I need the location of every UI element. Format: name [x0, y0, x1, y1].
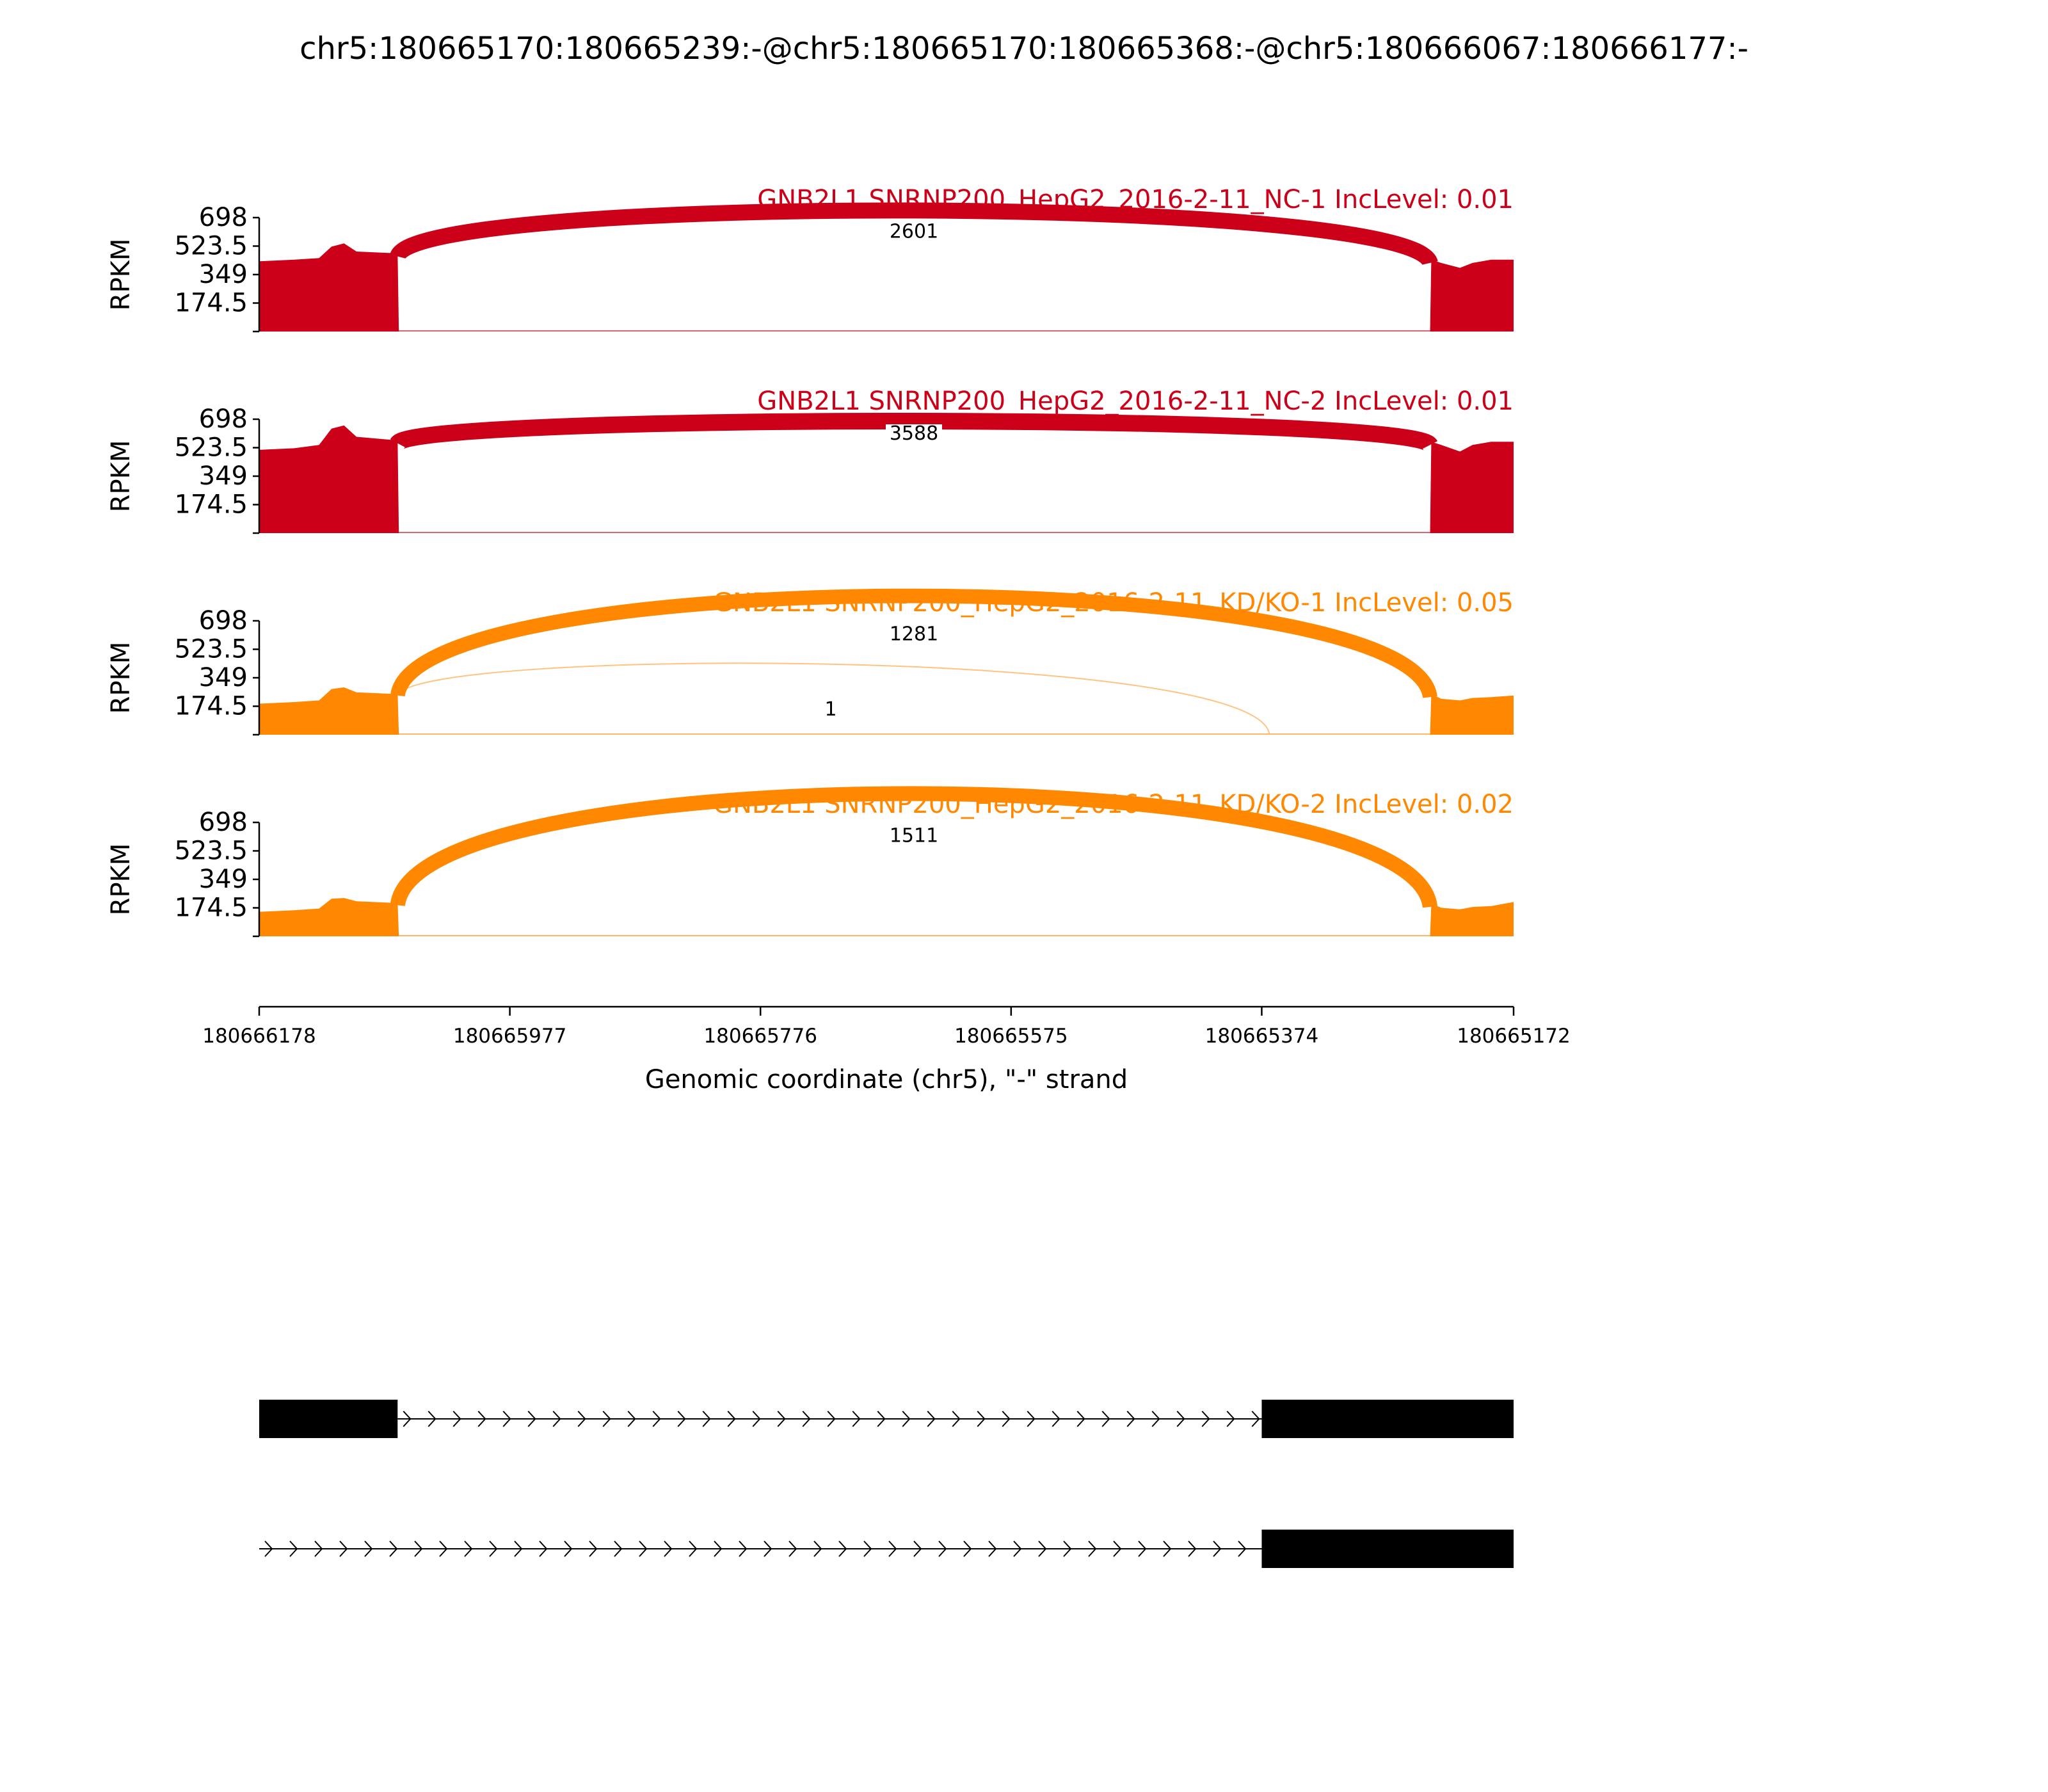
x-tick-label: 180665172: [1457, 1025, 1571, 1048]
y-tick-label: 523.5: [174, 836, 248, 866]
junction-count-label: 3588: [889, 422, 939, 445]
junction-count-label: 1: [824, 698, 837, 721]
junction-count-label: 1281: [889, 623, 939, 646]
sample-label: GNB2L1 SNRNP200_HepG2_2016-2-11_NC-2 IncLevel: 0.01: [757, 387, 1514, 416]
sample-label: GNB2L1 SNRNP200_HepG2_2016-2-11_KD/KO-1 IncLevel: 0.05: [712, 588, 1514, 618]
coverage-area: [259, 898, 1514, 936]
sashimi-panel: [106, 588, 1514, 735]
x-axis: [202, 1007, 1571, 1094]
y-tick-label: 174.5: [174, 691, 248, 721]
exon-block: [259, 1400, 397, 1438]
panels: [106, 185, 1514, 936]
y-tick-label: 349: [198, 865, 248, 894]
x-tick-label: 180665776: [703, 1025, 817, 1048]
x-tick-label: 180666178: [202, 1025, 316, 1048]
y-axis-label: RPKM: [106, 641, 136, 714]
exon-block: [1261, 1400, 1514, 1438]
y-tick-label: 349: [198, 260, 248, 289]
y-tick-label: 349: [198, 461, 248, 491]
y-tick-label: 349: [198, 663, 248, 692]
y-tick-label: 523.5: [174, 433, 248, 463]
y-tick-label: 174.5: [174, 490, 248, 520]
y-tick-label: 698: [198, 606, 248, 636]
y-tick-label: 174.5: [174, 893, 248, 923]
x-axis-title: Genomic coordinate (chr5), "-" strand: [644, 1065, 1128, 1094]
y-tick-label: 523.5: [174, 634, 248, 664]
y-axis-label: RPKM: [106, 238, 136, 311]
sashimi-panel: [106, 790, 1514, 936]
y-tick-label: 698: [198, 404, 248, 434]
sashimi-panel: [106, 387, 1514, 533]
exon-block: [1261, 1530, 1514, 1568]
junction-count-label: 1511: [889, 824, 939, 847]
coverage-area: [259, 687, 1514, 735]
sample-label: GNB2L1 SNRNP200_HepG2_2016-2-11_NC-1 IncLevel: 0.01: [757, 185, 1514, 214]
figure-title: chr5:180665170:180665239:-@chr5:180665170:180665368:-@chr5:180666067:180666177:-: [300, 31, 1748, 67]
x-tick-label: 180665977: [452, 1025, 567, 1048]
y-axis-label: RPKM: [106, 843, 136, 916]
y-tick-label: 698: [198, 808, 248, 837]
gene-model: [259, 1400, 1514, 1568]
y-tick-label: 523.5: [174, 231, 248, 261]
y-axis-label: RPKM: [106, 440, 136, 513]
y-tick-label: 698: [198, 203, 248, 232]
y-tick-label: 174.5: [174, 288, 248, 318]
transcript: [259, 1530, 1514, 1568]
transcript: [259, 1400, 1514, 1438]
x-tick-label: 180665575: [954, 1025, 1068, 1048]
sample-label: GNB2L1 SNRNP200_HepG2_2016-2-11_KD/KO-2 IncLevel: 0.02: [712, 790, 1514, 819]
sashimi-panel: [106, 185, 1514, 332]
coverage-area: [259, 243, 1514, 332]
x-tick-label: 180665374: [1204, 1025, 1319, 1048]
junction-count-label: 2601: [889, 220, 939, 243]
